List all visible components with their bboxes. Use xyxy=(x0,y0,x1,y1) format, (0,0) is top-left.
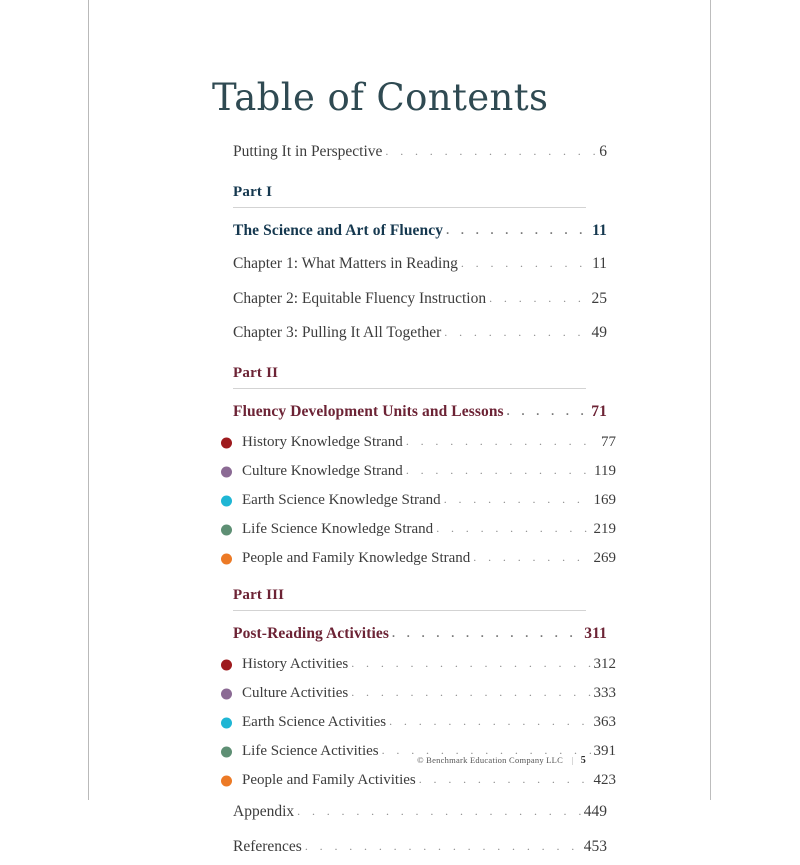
toc-section-page: 71 xyxy=(591,403,607,421)
dot-leader xyxy=(444,492,591,507)
dot-leader xyxy=(436,521,590,536)
toc-entry-label: References xyxy=(233,838,302,856)
toc-chapter-entry[interactable] xyxy=(212,316,607,351)
toc-strand-label: Earth Science Knowledge Strand xyxy=(242,492,441,509)
dot-leader xyxy=(507,404,589,419)
toc-page xyxy=(89,0,710,856)
toc-back-entry[interactable] xyxy=(212,795,607,830)
dot-leader xyxy=(446,223,589,238)
toc-entry-page: 6 xyxy=(599,142,607,160)
toc-strand-label: People and Family Knowledge Strand xyxy=(242,550,471,567)
toc-back-matter xyxy=(212,795,607,865)
history-bullet-icon xyxy=(221,659,232,670)
dot-leader xyxy=(406,434,598,449)
toc-section-label: Post-Reading Activities xyxy=(233,625,389,643)
dot-leader xyxy=(297,803,581,819)
page-title: Table of Contents xyxy=(212,76,549,119)
toc-section-page: 311 xyxy=(584,625,607,643)
toc-back-entry[interactable] xyxy=(212,830,607,865)
toc-strand-entry[interactable] xyxy=(212,650,616,679)
toc-strand-entry[interactable] xyxy=(212,679,616,708)
dot-leader xyxy=(392,626,581,641)
dot-leader xyxy=(305,838,581,854)
toc-strand-label: People and Family Activities xyxy=(242,772,416,789)
toc-strand-page: 219 xyxy=(593,521,616,538)
toc-entry-label: Chapter 3: Pulling It All Together xyxy=(233,324,442,342)
toc-entry-page: 11 xyxy=(592,254,607,272)
toc-strand-entry[interactable] xyxy=(212,766,616,795)
toc-entry-label: Appendix xyxy=(233,803,295,821)
toc-strand-entry[interactable] xyxy=(212,544,616,573)
toc-strand-page: 269 xyxy=(593,550,616,567)
toc-chapter-entry[interactable] xyxy=(212,247,607,282)
toc-section-heading[interactable] xyxy=(212,213,607,247)
part-label: Part I xyxy=(233,183,273,200)
toc-strand-entry[interactable] xyxy=(212,486,616,515)
toc-section-label: Fluency Development Units and Lessons xyxy=(233,403,504,421)
dot-leader xyxy=(406,463,591,478)
culture-bullet-icon xyxy=(221,466,232,477)
toc-entry-label: Putting It in Perspective xyxy=(233,142,383,160)
life-science-bullet-icon xyxy=(221,524,232,535)
part-banner xyxy=(212,170,586,213)
culture-bullet-icon xyxy=(221,688,232,699)
part-banner xyxy=(212,573,586,616)
dot-leader xyxy=(385,143,596,159)
toc-strand-entry[interactable] xyxy=(212,457,616,486)
dot-leader xyxy=(444,324,588,340)
toc-strand-page: 119 xyxy=(594,463,616,480)
toc-strand-page: 77 xyxy=(601,434,616,451)
toc-entry-page: 49 xyxy=(591,324,607,342)
earth-science-bullet-icon xyxy=(221,495,232,506)
toc-entry-page: 25 xyxy=(591,289,607,307)
part-divider xyxy=(233,610,586,611)
dot-leader xyxy=(389,714,590,729)
dot-leader xyxy=(461,255,589,271)
toc-strand-entry[interactable] xyxy=(212,515,616,544)
dot-leader xyxy=(419,772,591,787)
toc-parts-container xyxy=(212,170,616,796)
toc-strand-page: 391 xyxy=(593,743,616,760)
history-bullet-icon xyxy=(221,437,232,448)
part-banner xyxy=(212,351,586,394)
dot-leader xyxy=(489,290,588,306)
part-divider xyxy=(233,388,586,389)
part-divider xyxy=(233,207,586,208)
dot-leader xyxy=(351,656,590,671)
toc-entry-label: Chapter 1: What Matters in Reading xyxy=(233,254,458,272)
toc-strand-entry[interactable] xyxy=(212,708,616,737)
part-label: Part III xyxy=(233,587,285,604)
page-number: 5 xyxy=(580,755,586,766)
toc-strand-page: 333 xyxy=(593,685,616,702)
page-footer xyxy=(212,755,586,766)
footer-copyright: © Benchmark Education Company LLC xyxy=(417,755,564,765)
toc-strand-entry[interactable] xyxy=(212,428,616,457)
people-family-bullet-icon xyxy=(221,553,232,564)
toc-strand-label: Life Science Knowledge Strand xyxy=(242,521,434,538)
toc-strand-label: History Knowledge Strand xyxy=(242,434,403,451)
toc-section-label: The Science and Art of Fluency xyxy=(233,221,444,239)
toc-strand-label: Earth Science Activities xyxy=(242,714,387,731)
toc-entry-label: Chapter 2: Equitable Fluency Instruction xyxy=(233,289,487,307)
toc-strand-label: Life Science Activities xyxy=(242,743,379,760)
people-family-bullet-icon xyxy=(221,775,232,786)
page-edge-line xyxy=(710,0,711,800)
toc-content xyxy=(212,76,616,865)
toc-strand-page: 312 xyxy=(593,656,616,673)
part-label: Part II xyxy=(233,365,279,382)
earth-science-bullet-icon xyxy=(221,717,232,728)
toc-strand-label: Culture Activities xyxy=(242,685,349,702)
toc-strand-page: 169 xyxy=(593,492,616,509)
toc-strand-label: History Activities xyxy=(242,656,349,673)
toc-entry-page: 449 xyxy=(583,803,607,821)
toc-entry-putting-it-in-perspective[interactable] xyxy=(212,135,607,170)
toc-section-page: 11 xyxy=(592,221,607,239)
toc-chapter-entry[interactable] xyxy=(212,282,607,317)
toc-strand-label: Culture Knowledge Strand xyxy=(242,463,403,480)
toc-section-heading[interactable] xyxy=(212,616,607,650)
dot-leader xyxy=(351,685,590,700)
dot-leader xyxy=(473,550,590,565)
toc-strand-page: 423 xyxy=(593,772,616,789)
toc-strand-page: 363 xyxy=(593,714,616,731)
toc-entry-page: 453 xyxy=(583,838,607,856)
footer-separator: | xyxy=(571,755,574,765)
toc-section-heading[interactable] xyxy=(212,394,607,428)
